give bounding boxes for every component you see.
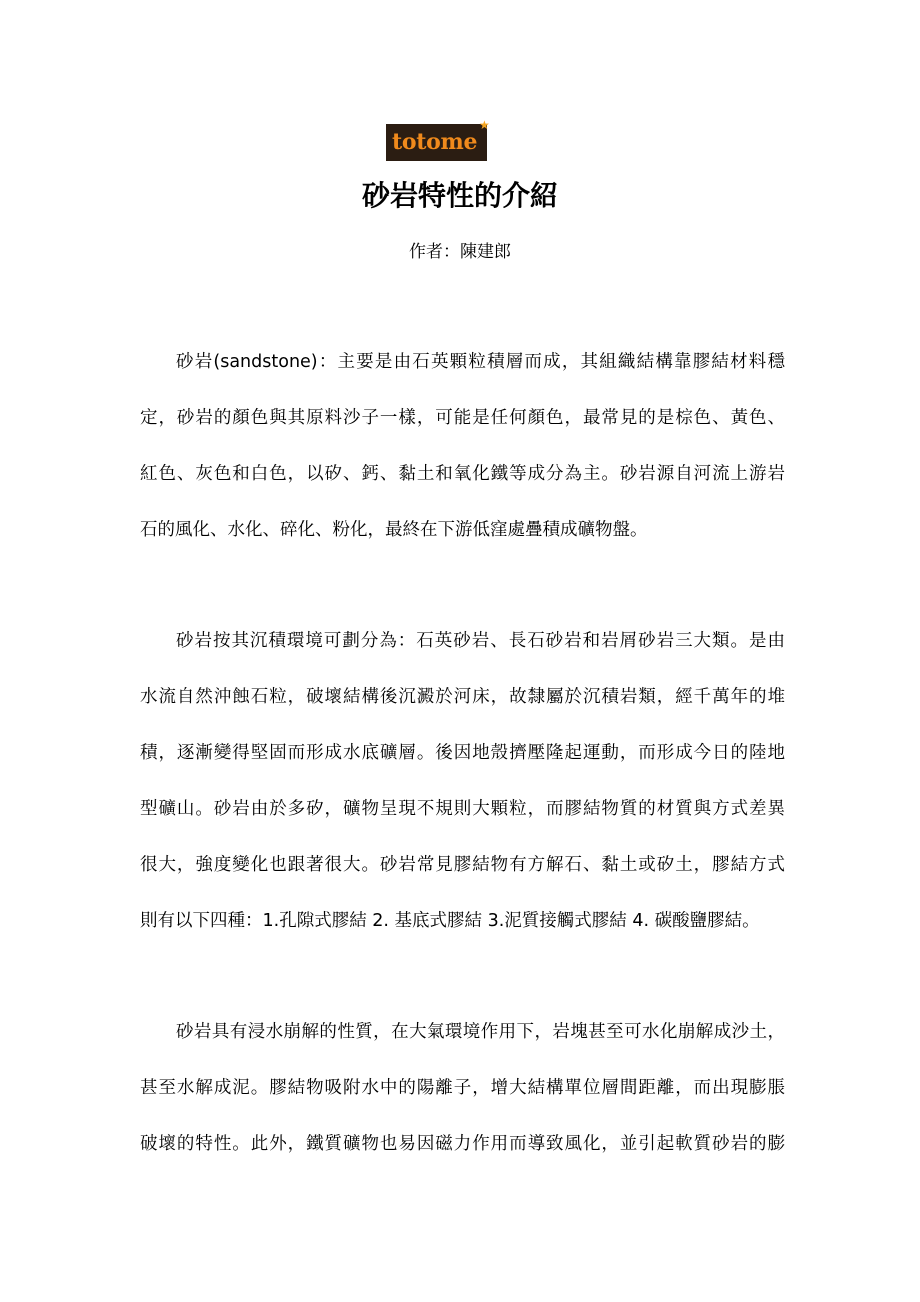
paragraph-line: 積，逐漸變得堅固而形成水底礦層。後因地殼擠壓隆起運動，而形成今日的陸地	[140, 743, 785, 763]
paragraph-2	[140, 613, 785, 949]
paragraph-line: 砂岩按其沉積環境可劃分為：石英砂岩、長石砂岩和岩屑砂岩三大類。是由	[176, 631, 785, 651]
paragraph-3	[140, 1004, 785, 1172]
paragraph-line: 石的風化、水化、碎化、粉化，最終在下游低窪處疊積成礦物盤。	[140, 520, 648, 540]
document-title: 砂岩特性的介紹	[361, 179, 558, 212]
paragraph-line: 砂岩(sandstone)：主要是由石英顆粒積層而成，其組織結構靠膠結材料穩	[176, 352, 785, 372]
paragraph-line: 砂岩具有浸水崩解的性質，在大氣環境作用下，岩塊甚至可水化崩解成沙土，	[176, 1022, 785, 1042]
paragraph-line: 則有以下四種：1.孔隙式膠結 2. 基底式膠結 3.泥質接觸式膠結 4. 碳酸鹽膠結。	[140, 911, 760, 931]
author-line: 作者：陳建郎	[409, 242, 511, 262]
paragraph-line: 定，砂岩的顏色與其原料沙子一樣，可能是任何顏色，最常見的是棕色、黃色、	[140, 408, 785, 428]
paragraph-line: 紅色、灰色和白色，以矽、鈣、黏土和氧化鐵等成分為主。砂岩源自河流上游岩	[140, 464, 785, 484]
paragraph-line: 很大，強度變化也跟著很大。砂岩常見膠結物有方解石、黏土或矽土，膠結方式	[140, 855, 785, 875]
star-icon: ★	[479, 118, 490, 132]
paragraph-line: 型礦山。砂岩由於多矽，礦物呈現不規則大顆粒，而膠結物質的材質與方式差異	[140, 799, 785, 819]
paragraph-1	[140, 334, 785, 558]
paragraph-line: 甚至水解成泥。膠結物吸附水中的陽離子，增大結構單位層間距離，而出現膨脹	[140, 1078, 785, 1098]
logo-text: totome	[392, 129, 478, 155]
paragraph-line: 水流自然沖蝕石粒，破壞結構後沉澱於河床，故隸屬於沉積岩類，經千萬年的堆	[140, 687, 785, 707]
totome-logo	[386, 118, 490, 161]
paragraph-line: 破壞的特性。此外，鐵質礦物也易因磁力作用而導致風化，並引起軟質砂岩的膨	[140, 1134, 785, 1154]
